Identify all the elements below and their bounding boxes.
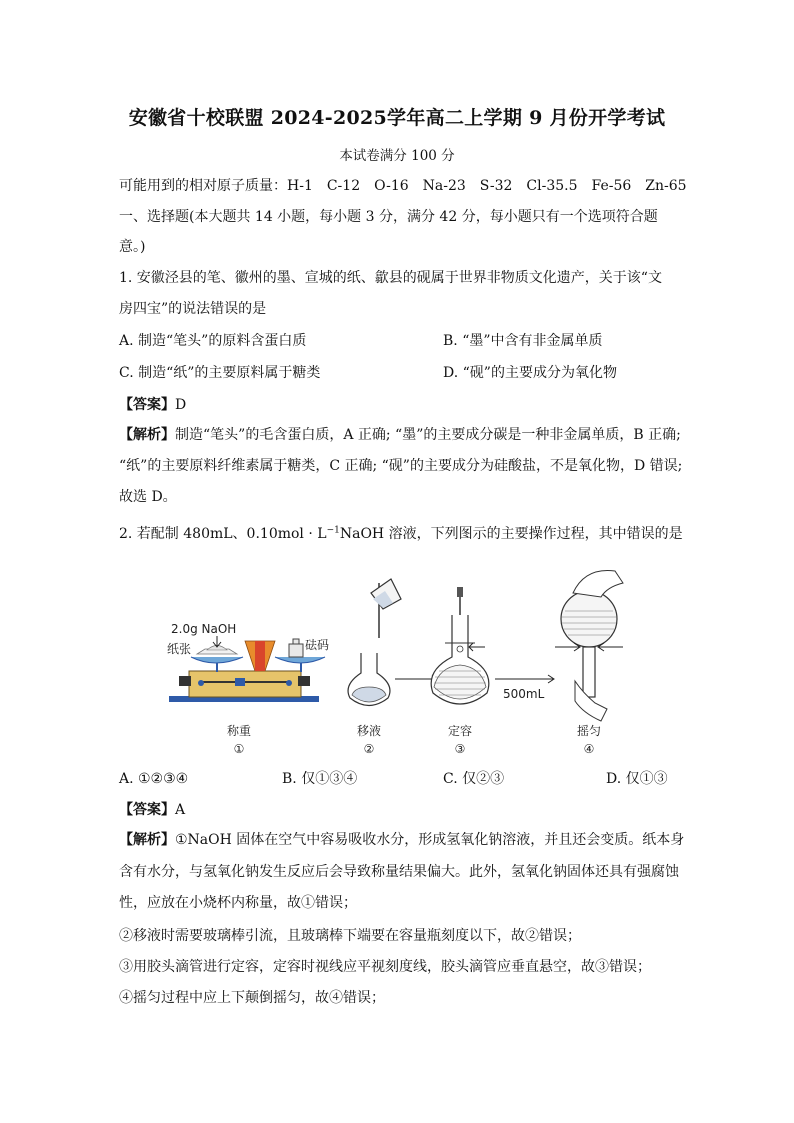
transfer-illustration <box>348 579 401 706</box>
q2-stem-part1: 2. 若配制 480mL、0.10mol · L <box>119 526 327 542</box>
q2-analysis-line5: ③用胶头滴管进行定容，定容时视线应平视刻度线，胶头滴管应垂直悬空，故③错误； <box>119 959 651 975</box>
q2-answer <box>119 800 185 820</box>
q2-option-b: B. 仅①③④ <box>282 771 358 787</box>
q1-option-b: B. “墨”中含有非金属单质 <box>443 333 603 349</box>
shake-illustration <box>555 570 623 721</box>
naoh-label: 2.0g NaOH <box>171 622 237 636</box>
fix-volume-illustration <box>431 587 489 704</box>
step4-num: ④ <box>583 742 595 756</box>
q2-option-c: C. 仅②③ <box>443 771 505 787</box>
q2-option-d: D. 仅①③ <box>606 771 668 787</box>
q1-analysis-line3: 故选 D。 <box>119 489 177 505</box>
q1-analysis-text1: 制造“笔头”的毛含蛋白质，A 正确; “墨”的主要成分碳是一种非金属单质，B 正确; <box>175 427 681 443</box>
step2-name: 移液 <box>356 724 382 738</box>
step1-name: 称重 <box>226 724 252 738</box>
q2-analysis-line3: 性，应放在小烧杯内称量，故①错误； <box>119 895 357 911</box>
page-title: 安徽省十校联盟 2024-2025学年高二上学期 9 月份开学考试 <box>128 107 666 129</box>
q1-option-c: C. 制造“纸”的主要原料属于糖类 <box>119 365 321 381</box>
paper-label: 纸张 <box>167 642 192 656</box>
q1-analysis-tag: 【解析】 <box>119 427 175 443</box>
step1-num: ① <box>233 742 245 756</box>
step2-num: ② <box>363 742 375 756</box>
q1-option-a: A. 制造“笔头”的原料含蛋白质 <box>119 333 307 349</box>
q1-analysis-line2: “纸”的主要原料纤维素属于糖类，C 正确; “砚”的主要成分为硅酸盐，不是氧化物，D 错误; <box>119 458 683 474</box>
q2-answer-value: A <box>175 802 186 818</box>
step4-name: 摇匀 <box>576 724 602 738</box>
q2-stem-superscript: −1 <box>326 525 340 536</box>
q2-analysis-line4: ②移液时需要玻璃棒引流，且玻璃棒下端要在容量瓶刻度以下，故②错误； <box>119 928 581 944</box>
q2-option-a: A. ①②③④ <box>119 771 189 787</box>
weight-label: 砝码 <box>305 638 330 652</box>
section-heading-line2: 意。) <box>119 239 146 255</box>
q1-answer <box>119 395 186 415</box>
page-subtitle: 本试卷满分 100 分 <box>339 148 455 164</box>
q1-answer-tag: 【答案】 <box>119 397 175 413</box>
q1-analysis-line1 <box>119 425 681 445</box>
balance-illustration <box>169 636 325 702</box>
q1-option-d: D. “砚”的主要成分为氧化物 <box>443 365 617 381</box>
atomic-masses: 可能用到的相对原子质量：H-1 C-12 O-16 Na-23 S-32 Cl-35.5 Fe-56 Zn-65 <box>119 178 687 194</box>
q2-analysis-line2: 含有水分，与氢氧化钠发生反应后会导致称量结果偏大。此外，氢氧化钠固体还具有强腐蚀 <box>119 864 679 880</box>
q2-answer-tag: 【答案】 <box>119 802 175 818</box>
q2-stem-part2: NaOH 溶液，下列图示的主要操作过程，其中错误的是 <box>339 526 683 542</box>
step3-name: 定容 <box>447 724 473 738</box>
q1-stem-line1: 1. 安徽泾县的笔、徽州的墨、宣城的纸、歙县的砚属于世界非物质文化遗产，关于该“文 <box>119 270 662 286</box>
q2-analysis-text1: ①NaOH 固体在空气中容易吸收水分，形成氢氧化钠溶液，并且还会变质。纸本身 <box>175 832 685 848</box>
q2-analysis-line6: ④摇匀过程中应上下颠倒摇匀，故④错误； <box>119 990 385 1006</box>
q2-figure <box>155 553 645 763</box>
q1-answer-value: D <box>175 397 187 413</box>
section-heading-line1: 一、选择题(本大题共 14 小题，每小题 3 分，满分 42 分，每小题只有一个选项符合题 <box>119 209 658 225</box>
q2-stem <box>119 524 683 544</box>
flask-volume-label: 500mL <box>503 687 545 701</box>
q2-analysis-tag: 【解析】 <box>119 832 175 848</box>
step3-num: ③ <box>454 742 466 756</box>
q1-stem-line2: 房四宝”的说法错误的是 <box>119 301 267 317</box>
q2-analysis-line1 <box>119 830 684 850</box>
